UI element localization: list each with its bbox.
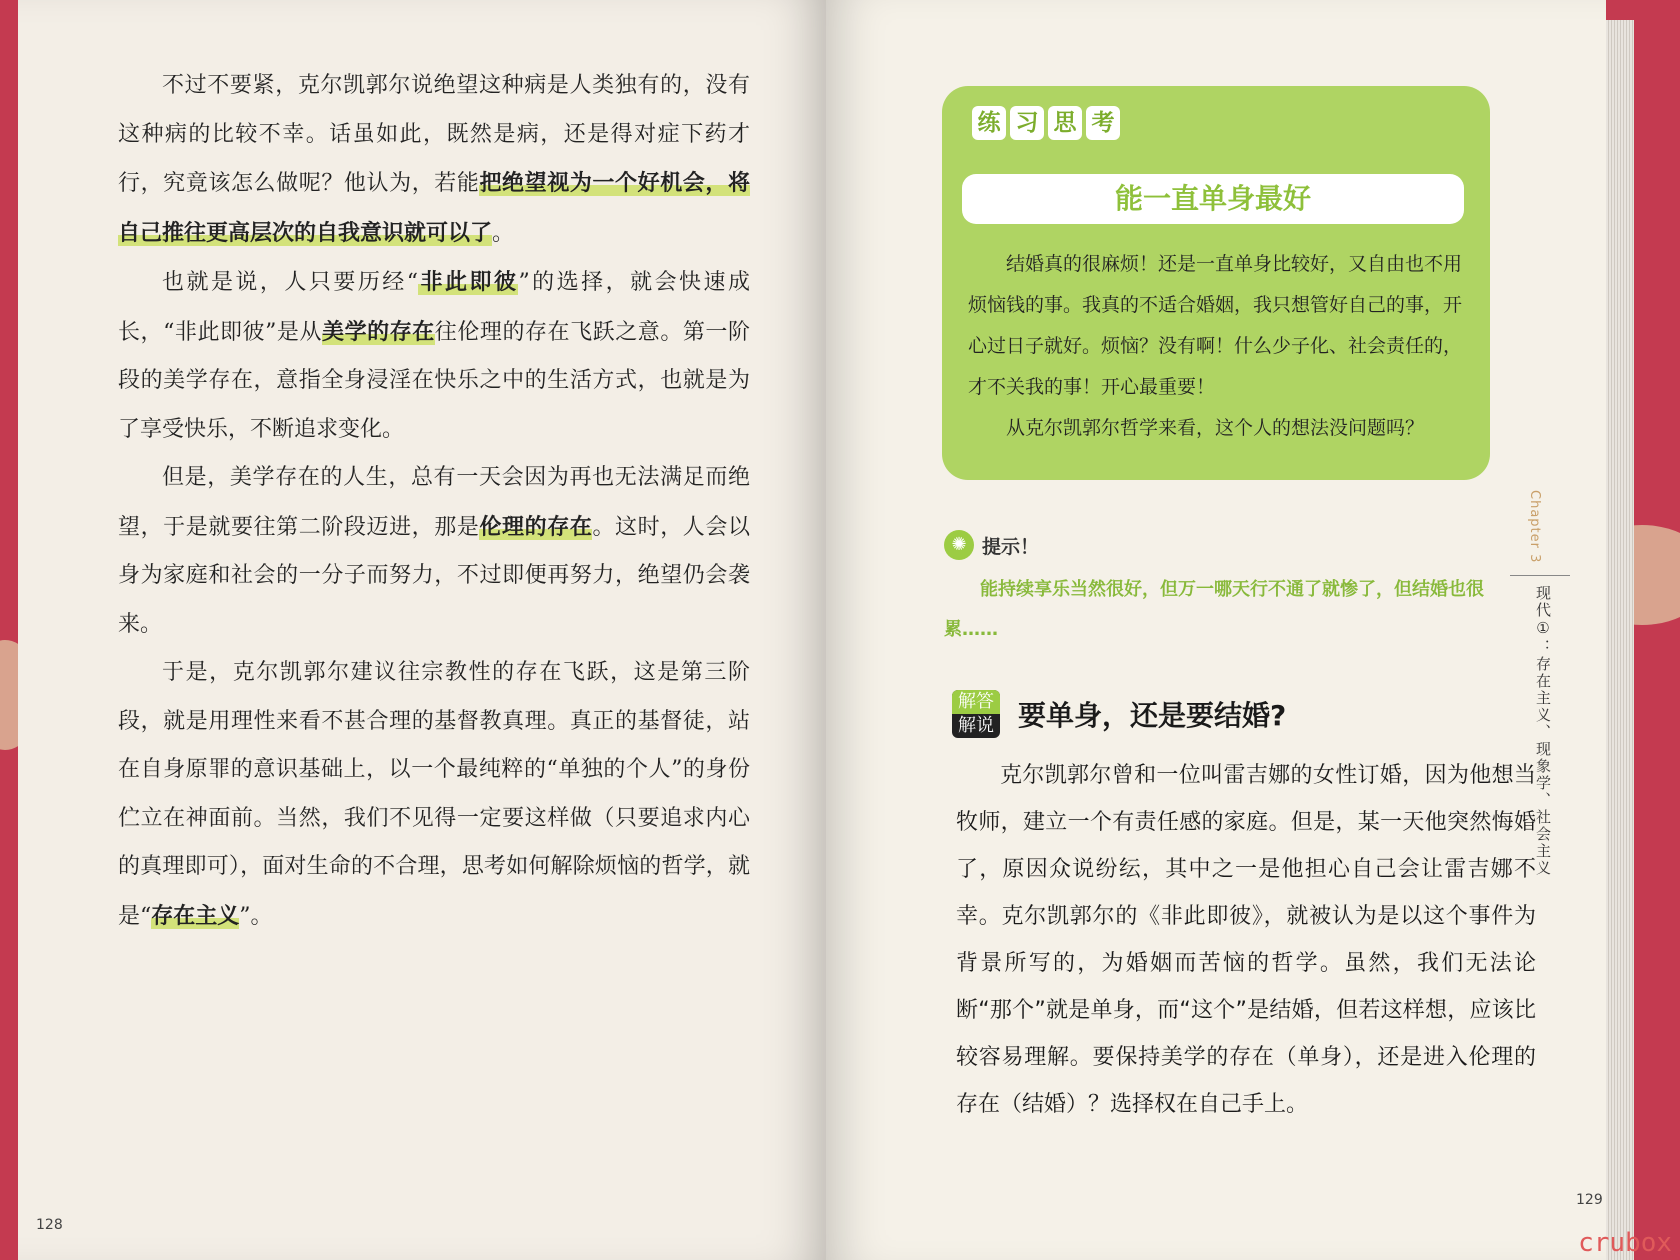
practice-label-char: 思 [1048, 106, 1082, 140]
text-run: 。这时，人会以身为家庭和社会的一分子而努力，不过即便再努力，绝望仍会袭来。 [118, 514, 750, 637]
text-run: ”。 [239, 903, 273, 929]
answer-paragraph: 克尔凯郭尔曾和一位叫雷吉娜的女性订婚，因为他想当牧师，建立一个有责任感的家庭。但是，某一天他突然悔婚了，原因众说纷纭，其中之一是他担心自己会让雷吉娜不幸。克尔凯郭尔的《非此即彼》，就被认为是以这个事件为背景所写的，为婚姻而苦恼的哲学。虽然，我们无法论断“那个”就是单身，而“这个”是结婚，但若这样想，应该比较容易理解。要保持美学的存在（单身），还是进入伦理的存在（结婚）？选择权在自己手上。 [956, 763, 1536, 1117]
text-run: 于是，克尔凯郭尔建议往宗教性的存在飞跃，这是第三阶段，就是用理性来看不甚合理的基督教真理。真正的基督徒，站在自身原罪的意识基础上，以一个最纯粹的“单独的个人”的身份伫立在神面前。当然，我们不见得一定要这样做（只要追求内心的真理即可），面对生命的不合理，思考如何解除烦恼的哲学，就是“ [118, 660, 750, 929]
highlighted-text: 把绝望视为一个好机会，将自己推往更高层次的自我意识就可以了 [118, 170, 750, 246]
body-paragraph [118, 62, 750, 258]
answer-body [956, 752, 1536, 1128]
text-run: 往伦理的存在飞跃之意。第一阶段的美学存在，意指全身浸淫在快乐之中的生活方式，也就是为了享受快乐，不断追求变化。 [118, 319, 750, 442]
answer-badge-top: 解答 [952, 690, 1000, 714]
page-number-right: 129 [1576, 1192, 1603, 1208]
practice-body [968, 244, 1468, 449]
side-chapter-label: Chapter 3 [1527, 490, 1542, 564]
highlighted-text: 存在主义 [151, 902, 240, 929]
practice-label-char: 练 [972, 106, 1006, 140]
page-edges [1606, 20, 1634, 1260]
highlighted-text: 美学的存在 [322, 318, 435, 345]
side-divider [1510, 575, 1570, 576]
hint-label: 提示！ [982, 535, 1040, 558]
highlighted-text: 非此即彼 [418, 269, 519, 295]
left-body-text [118, 62, 750, 941]
practice-label [972, 106, 1120, 140]
hint-text: 能持续享乐当然很好，但万一哪天行不通了就惨了，但结婚也很累…… [944, 579, 1484, 640]
watermark: crubox [1578, 1228, 1672, 1258]
left-page [18, 0, 826, 1260]
text-run: ”的选择，就会快速成长，“非此即彼”是从 [118, 270, 751, 345]
answer-badge-bottom: 解说 [958, 715, 994, 736]
page-number-left: 128 [36, 1217, 63, 1233]
text-run: 但是，美学存在的人生，总有一天会因为再也无法满足而绝望，于是就要往第二阶段迈进，那是 [118, 465, 750, 540]
body-paragraph [118, 454, 750, 649]
practice-paragraph: 结婚真的很麻烦！还是一直单身比较好，又自由也不用烦恼钱的事。我真的不适合婚姻，我只想管好自己的事，开心过日子就好。烦恼？没有啊！什么少子化、社会责任的，才不关我的事！开心最重要！ [968, 253, 1463, 398]
text-run: 。 [492, 220, 515, 246]
practice-label-char: 习 [1010, 106, 1044, 140]
body-paragraph [118, 258, 750, 454]
answer-title: 要单身，还是要结婚? [1018, 699, 1287, 732]
practice-box [942, 86, 1490, 480]
text-run: 也就是说，人只要历经“ [162, 270, 419, 295]
practice-question: 从克尔凯郭尔哲学来看，这个人的想法没问题吗？ [1006, 417, 1425, 439]
body-paragraph [118, 649, 750, 941]
practice-title: 能一直单身最好 [962, 174, 1464, 224]
lightbulb-icon: ✺ [944, 530, 974, 560]
answer-header [952, 690, 1286, 738]
answer-badge [952, 690, 1000, 738]
highlighted-text: 伦理的存在 [479, 513, 593, 540]
hint-header [944, 530, 1039, 560]
text-run: 不过不要紧，克尔凯郭尔说绝望这种病是人类独有的，没有这种病的比较不幸。话虽如此，既然是病，还是得对症下药才行，究竟该怎么做呢？他认为，若能 [118, 73, 750, 196]
practice-label-char: 考 [1086, 106, 1120, 140]
side-chapter-title: 现代①：存在主义、现象学、社会主义 [1534, 585, 1552, 877]
